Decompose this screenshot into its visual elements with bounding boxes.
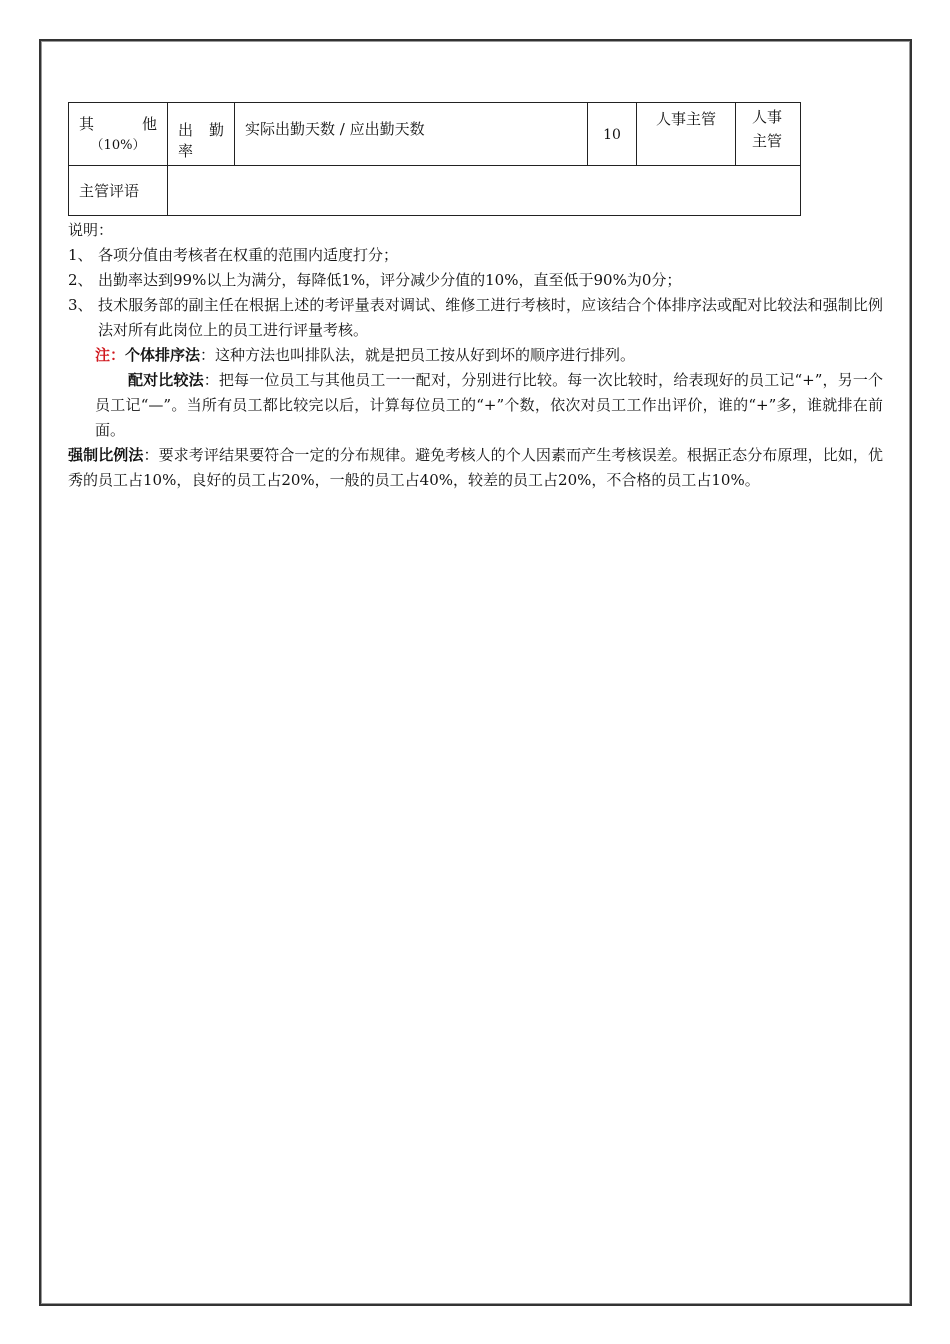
comment-label-cell <box>69 166 168 216</box>
list-item-number: 1、 <box>68 246 93 264</box>
evaluator-text: 人事主管 <box>655 110 716 128</box>
evaluator-cell <box>637 103 736 166</box>
pair-comparison-note <box>68 368 883 443</box>
sub-item-cell <box>168 103 235 166</box>
list-item-text: 技术服务部的副主任在根据上述的考评量表对调试、维修工进行考核时，应该结合个体排序法或配对比较法和强制比例法对所有此岗位上的员工进行评量考核。 <box>98 296 883 339</box>
evaluation-table <box>68 102 801 216</box>
supervisor-comment-label: 主管评语 <box>79 182 140 200</box>
ranking-method-text: ：这种方法也叫排队法，就是把员工按从好到坏的顺序进行排列。 <box>200 346 636 364</box>
pair-comparison-text: ：把每一位员工与其他员工一一配对，分别进行比较。每一次比较时，给表现好的员工记“+”，另一个员工记“—”。当所有员工都比较完以后，计算每位员工的“+”个数，依次对员工工作出评价，谁的“+”多，谁就排在前面。 <box>95 371 883 439</box>
ranking-method-term: 个体排序法 <box>125 346 201 364</box>
category-weight: （10%） <box>90 138 146 153</box>
list-item <box>68 293 883 343</box>
list-item <box>68 243 883 268</box>
note-tag: 注： <box>95 346 126 364</box>
sub-item-part2: 勤 <box>208 121 224 139</box>
criteria-cell <box>235 103 588 166</box>
forced-distribution-note <box>68 443 883 493</box>
criteria-text: 实际出勤天数 / 应出勤天数 <box>245 120 425 138</box>
list-item-text: 出勤率达到99%以上为满分，每降低1%，评分减少分值的10%，直至低于90%为0分； <box>98 271 682 289</box>
category-name-part1: 其 <box>79 115 95 133</box>
owner-line2: 主管 <box>752 132 783 150</box>
list-item-number: 3、 <box>68 296 93 314</box>
forced-distribution-term: 强制比例法 <box>68 446 144 464</box>
list-item-number: 2、 <box>68 271 93 289</box>
sub-item-part1: 出 <box>178 121 194 139</box>
supervisor-comment-cell <box>168 166 801 216</box>
owner-cell <box>736 103 801 166</box>
category-cell <box>69 103 168 166</box>
table-row <box>69 103 801 166</box>
list-item <box>68 268 883 293</box>
table-row <box>69 166 801 216</box>
list-item-text: 各项分值由考核者在权重的范围内适度打分； <box>98 246 399 264</box>
ranking-method-note <box>68 343 883 368</box>
pair-comparison-term: 配对比较法 <box>128 371 204 389</box>
notes-section <box>68 218 883 493</box>
owner-line1: 人事 <box>752 108 783 126</box>
sub-item-part3: 率 <box>178 142 194 160</box>
category-name-part2: 他 <box>141 115 157 133</box>
score-value: 10 <box>603 127 621 143</box>
forced-distribution-text: ：要求考评结果要符合一定的分布规律。避免考核人的个人因素而产生考核误差。根据正态分布原理，比如，优秀的员工占10%，良好的员工占20%，一般的员工占40%，较差的员工占20%，不合格的员工占10%。 <box>68 446 883 489</box>
score-cell <box>588 103 637 166</box>
notes-heading: 说明： <box>68 221 114 239</box>
